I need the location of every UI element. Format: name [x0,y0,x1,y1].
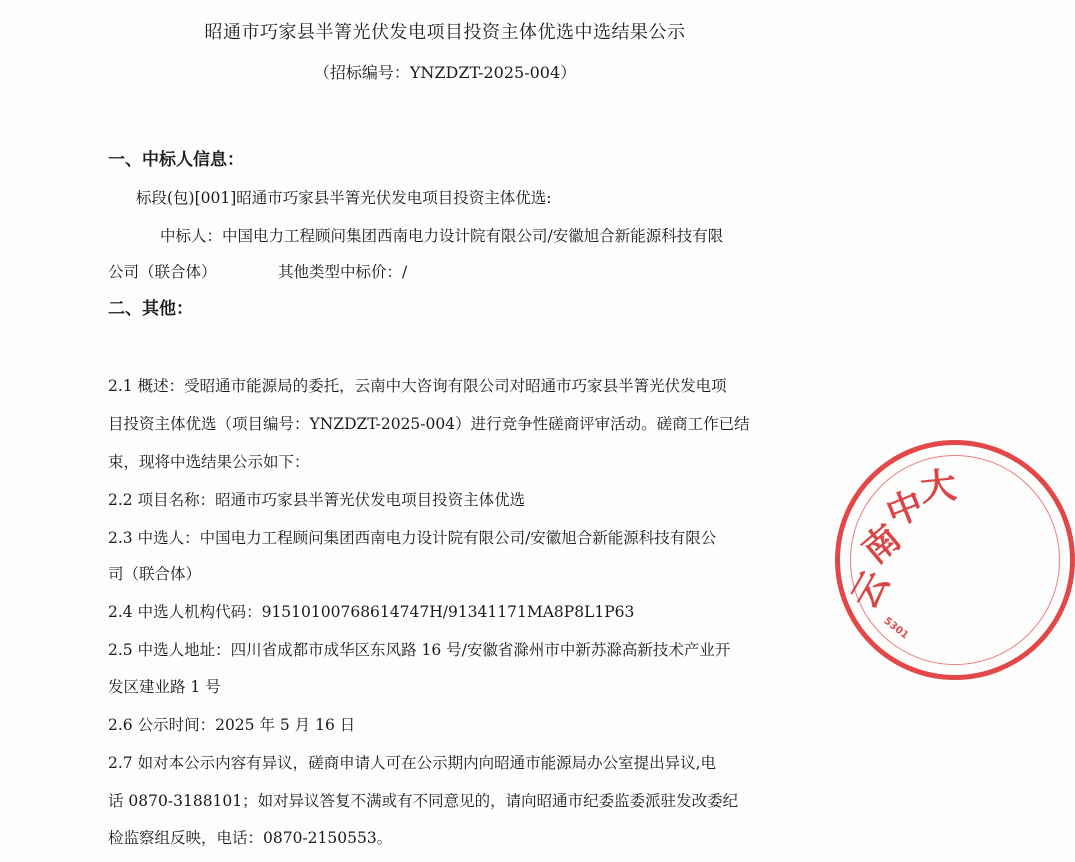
para-2-5-line-1: 2.5 中选人地址：四川省成都市成华区东风路 16 号/安徽省滁州市中新苏滁高新技术产业开 [108,641,731,659]
document-title: 昭通市巧家县半箐光伏发电项目投资主体优选中选结果公示 [204,22,686,43]
document-subtitle: （招标编号：YNZDZT-2025-004） [313,63,577,82]
para-2-2: 2.2 项目名称：昭通市巧家县半箐光伏发电项目投资主体优选 [108,491,526,509]
seal-char-1: 云 [843,564,898,616]
para-2-7-line-3: 检监察组反映，电话：0870-2150553。 [108,829,393,847]
section2-heading: 二、其他： [108,299,193,319]
para-2-7-line-1: 2.7 如对本公示内容有异议，磋商申请人可在公示期内向昭通市能源局办公室提出异议,电 [108,754,717,772]
para-2-3-line-2: 司（联合体） [108,565,202,583]
seal-code: 5301 [881,615,911,642]
winner-line-2: 公司（联合体） [108,263,217,281]
seal-char-2: 南 [854,517,909,573]
para-2-1-line-2: 目投资主体优选（项目编号：YNZDZT-2025-004）进行竞争性磋商评审活动。磋商工作已结 [108,415,750,433]
para-2-1-line-1: 2.1 概述：受昭通市能源局的委托，云南中大咨询有限公司对昭通市巧家县半箐光伏发电项 [108,377,727,395]
section1-heading: 一、中标人信息： [108,150,244,170]
lot-line: 标段(包)[001]昭通市巧家县半箐光伏发电项目投资主体优选: [136,189,552,207]
other-price: 其他类型中标价：/ [278,263,408,281]
para-2-3-line-1: 2.3 中选人：中国电力工程顾问集团西南电力设计院有限公司/安徽旭合新能源科技有限公 [108,529,717,547]
seal-char-3: 中 [880,483,930,536]
seal-char-4: 大 [918,465,959,510]
para-2-1-line-3: 束，现将中选结果公示如下： [108,453,310,471]
para-2-7-line-2: 话 0870-3188101；如对异议答复不满或有不同意见的，请向昭通市纪委监委派驻发改委纪 [108,792,739,810]
winner-line-1: 中标人：中国电力工程顾问集团西南电力设计院有限公司/安徽旭合新能源科技有限 [160,227,724,245]
para-2-4: 2.4 中选人机构代码：91510100768614747H/91341171MA8P8L1P63 [108,603,635,621]
para-2-6: 2.6 公示时间：2025 年 5 月 16 日 [108,716,356,734]
para-2-5-line-2: 发区建业路 1 号 [108,678,221,696]
